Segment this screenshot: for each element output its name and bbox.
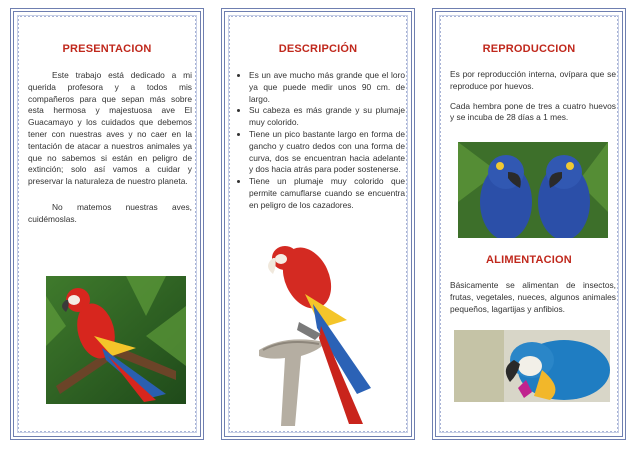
scarlet-macaw-branch-image — [46, 276, 186, 404]
alimentacion-text — [450, 280, 616, 323]
alimentacion-paragraph-1: Básicamente se alimentan de insectos, frutas, vegetales, nueces, algunos animales pequeños, lagartijas y anfibios. — [450, 280, 616, 314]
descripcion-bullet-3: • Tiene un pico bastante largo en forma de gancho y cuatro dedos con una forma de curva, dos se encuentran hacia adelante y dos hacia atrás para poder sostenerse. — [249, 129, 405, 176]
reproduccion-title: REPRODUCCION — [482, 43, 576, 55]
descripcion-title: DESCRIPCIÓN — [278, 43, 358, 55]
reproduccion-paragraph-2: Cada hembra pone de tres a cuatro huevos y se incuba de 28 días a 1 mes. — [450, 100, 616, 123]
presentacion-title: PRESENTACION — [62, 43, 152, 55]
descripcion-list — [237, 70, 405, 212]
hyacinth-macaws-image — [458, 142, 608, 238]
reproduccion-text — [450, 69, 616, 132]
alimentacion-title: ALIMENTACION — [486, 254, 572, 266]
presentacion-text — [28, 70, 192, 234]
descripcion-bullet-2: • Su cabeza es más grande y su plumaje muy colorido. — [249, 105, 405, 129]
panel-presentacion — [10, 8, 204, 440]
descripcion-bullet-4: • Tiene un plumaje muy colorido que permite camuflarse cuando se encuentra en peligro de los cazadores. — [249, 176, 405, 211]
descripcion-bullet-1: • Es un ave mucho más grande que el loro ya que puede medir unos 90 cm. de largo. — [249, 70, 405, 105]
scarlet-macaw-perch-image — [255, 238, 395, 426]
presentacion-paragraph-1: Este trabajo está dedicado a mi querida profesora y a todos mis compañeros para que sepan más sobre esta hermosa y majestuosa ave El Guacamayo y los cuidados que debemos tener con nuestras aves y no caer en la tentación de atacar a nuestros animales ya que no sabemos si están en peligro de extinción; solo así vamos a cuidar y preservar la naturaleza de nuestro planeta. — [28, 70, 192, 187]
reproduccion-paragraph-1: Es por reproducción interna, ovípara que se reproduce por huevos. — [450, 69, 616, 91]
presentacion-paragraph-2: No matemos nuestras aves, cuidémoslas. — [28, 201, 192, 224]
descripcion-text — [237, 70, 405, 212]
panel-descripcion — [221, 8, 415, 440]
blue-gold-macaw-image — [454, 330, 610, 402]
panel-reproduccion-alimentacion — [432, 8, 626, 440]
